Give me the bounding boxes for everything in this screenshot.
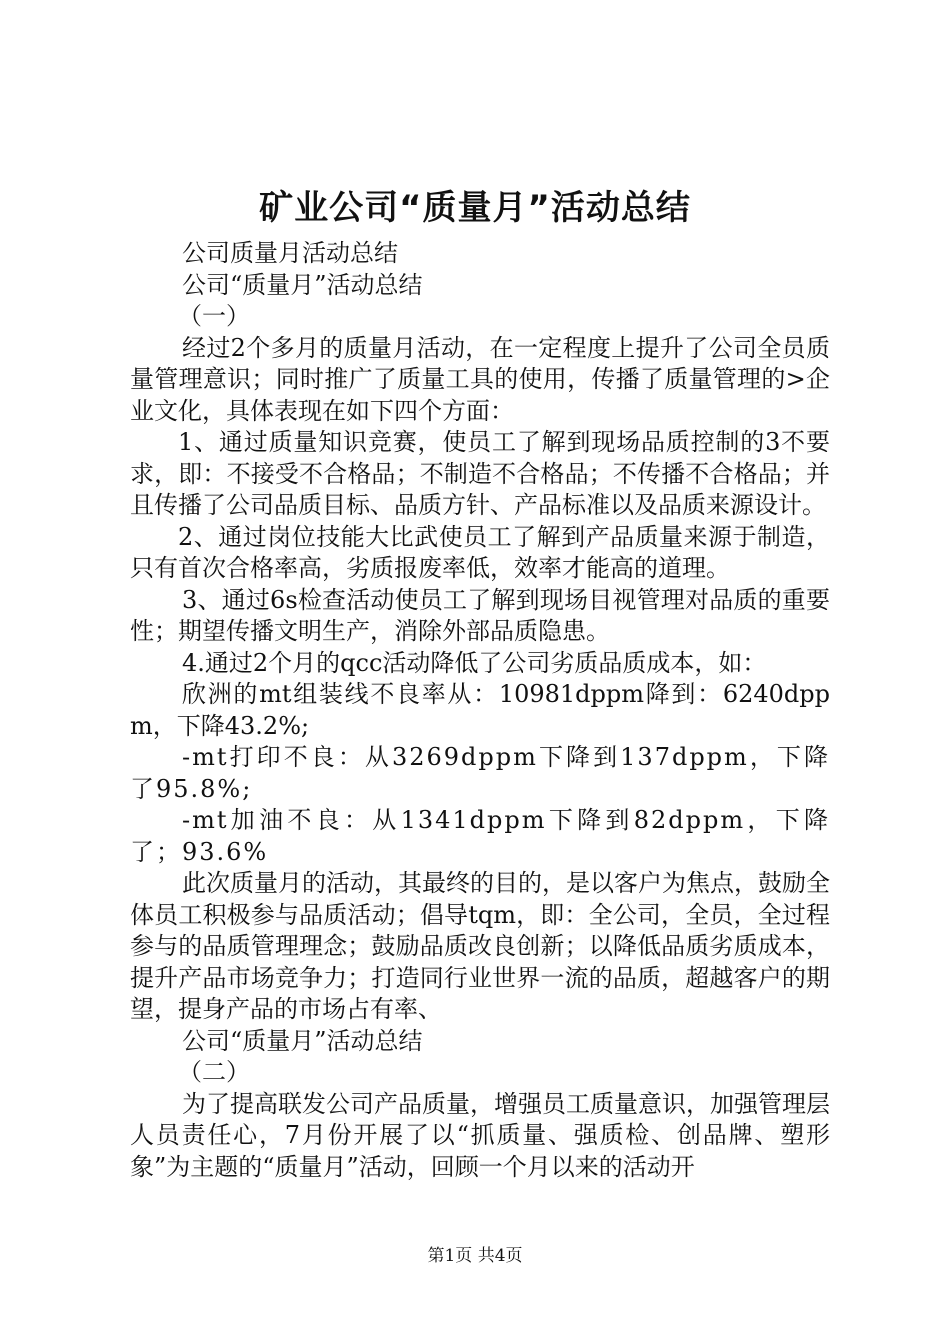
- paragraph-result-2: -mt打印不良：从3269dppm下降到137dppm，下降了95.8%;: [130, 743, 830, 803]
- paragraph-subtitle-2: 公司“质量月”活动总结: [182, 270, 423, 299]
- paragraph-item-2: 2、通过岗位技能大比武使员工了解到产品质量来源于制造，只有首次合格率高，劣质报废率低，效率才能高的道理。: [130, 522, 830, 582]
- paragraph-item-3: 3、通过6s检查活动使员工了解到现场目视管理对品质的重要性；期望传播文明生产，消除外部品质隐患。: [130, 585, 830, 645]
- paragraph-section-2: （二）: [178, 1058, 250, 1086]
- paragraph-section-2-body: 为了提高联发公司产品质量，增强员工质量意识，加强管理层人员责任心，7月份开展了以“抓质量、强质检、创品牌、塑形象”为主题的“质量月”活动，回顾一个月以来的活动开: [130, 1089, 830, 1181]
- paragraph-intro: 经过2个多月的质量月活动，在一定程度上提升了公司全员质量管理意识；同时推广了质量工具的使用，传播了质量管理的>企业文化，具体表现在如下四个方面：: [130, 333, 830, 425]
- paragraph-subtitle-3: 公司“质量月”活动总结: [182, 1026, 423, 1055]
- paragraph-subtitle-1: 公司质量月活动总结: [182, 239, 398, 267]
- page-number-footer: 第1页 共4页: [427, 1246, 523, 1266]
- document-body: [130, 238, 830, 1183]
- paragraph-result-3: -mt加油不良：从1341dppm下降到82dppm，下降了；93.6%: [130, 806, 830, 866]
- paragraph-item-4: 4.通过2个月的qcc活动降低了公司劣质品质成本，如：: [182, 648, 767, 677]
- paragraph-item-1: 1、通过质量知识竞赛，使员工了解到现场品质控制的3不要求，即：不接受不合格品；不制造不合格品；不传播不合格品；并且传播了公司品质目标、品质方针、产品标准以及品质来源设计。: [130, 428, 830, 519]
- paragraph-conclusion: 此次质量月的活动，其最终的目的，是以客户为焦点，鼓励全体员工积极参与品质活动；倡导tqm，即：全公司，全员，全过程参与的品质管理理念；鼓励品质改良创新；以降低品质劣质成本，提升产品市场竞争力；打造同行业世界一流的品质，超越客户的期望，提身产品的市场占有率、: [130, 869, 830, 1023]
- document-title: 矿业公司“质量月”活动总结: [259, 188, 691, 228]
- paragraph-section-1: （一）: [178, 302, 250, 330]
- paragraph-result-1: 欣洲的mt组装线不良率从：10981dppm降到：6240dppm，下降43.2%;: [130, 680, 830, 740]
